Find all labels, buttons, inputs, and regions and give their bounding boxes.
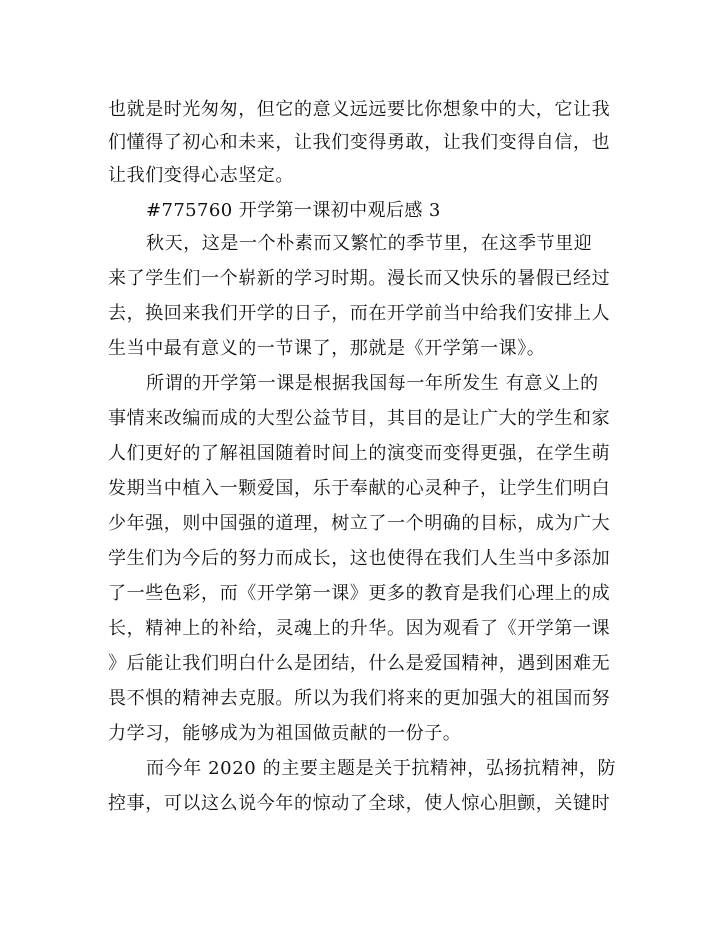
paragraph-3-line-3: 人们更好的了解祖国随着时间上的演变而变得更强，在学生萌 (108, 443, 611, 464)
paragraph-4-line-2: 控事，可以这么说今年的惊动了全球，使人惊心胆颤，关键时 (108, 793, 611, 814)
paragraph-2-line-3: 去，换回来我们开学的日子，而在开学前当中给我们安排上人 (108, 303, 611, 324)
section-heading: #775760 开学第一课初中观后感 3 (146, 200, 441, 221)
paragraph-3-line-11: 力学习，能够成为为祖国做贡献的一份子。 (108, 723, 462, 744)
paragraph-2-line-1: 秋天，这是一个朴素而又繁忙的季节里，在这季节里迎 (146, 233, 593, 254)
paragraph-3-line-10: 畏不惧的精神去克服。所以为我们将来的更加强大的祖国而努 (108, 688, 611, 709)
paragraph-3-line-9: 》后能让我们明白什么是团结，什么是爱国精神，遇到困难无 (108, 653, 611, 674)
paragraph-3-line-4: 发期当中植入一颗爱国，乐于奉献的心灵种子，让学生们明白 (108, 478, 611, 499)
paragraph-3-line-2: 事情来改编而成的大型公益节目，其目的是让广大的学生和家 (108, 408, 611, 429)
paragraph-3-line-5: 少年强，则中国强的道理，树立了一个明确的目标，成为广大 (108, 513, 611, 534)
paragraph-1-line-3: 让我们变得心志坚定。 (108, 165, 294, 186)
paragraph-3-line-7: 了一些色彩，而《开学第一课》更多的教育是我们心理上的成 (108, 583, 611, 604)
paragraph-3-line-1: 所谓的开学第一课是根据我国每一年所发生 有意义上的 (146, 373, 599, 394)
paragraph-2-line-4: 生当中最有意义的一节课了，那就是《开学第一课》。 (108, 338, 546, 359)
paragraph-1-line-2: 们懂得了初心和未来，让我们变得勇敢，让我们变得自信，也 (108, 132, 611, 153)
paragraph-3-line-6: 学生们为今后的努力而成长，这也使得在我们人生当中多添加 (108, 548, 611, 569)
paragraph-4-line-1: 而今年 2020 的主要主题是关于抗精神，弘扬抗精神，防 (146, 758, 617, 779)
paragraph-1-line-1: 也就是时光匆匆，但它的意义远远要比你想象中的大，它让我 (108, 99, 611, 120)
paragraph-2-line-2: 来了学生们一个崭新的学习时期。漫长而又快乐的暑假已经过 (108, 268, 611, 289)
paragraph-3-line-8: 长，精神上的补给，灵魂上的升华。因为观看了《开学第一课 (108, 618, 611, 639)
